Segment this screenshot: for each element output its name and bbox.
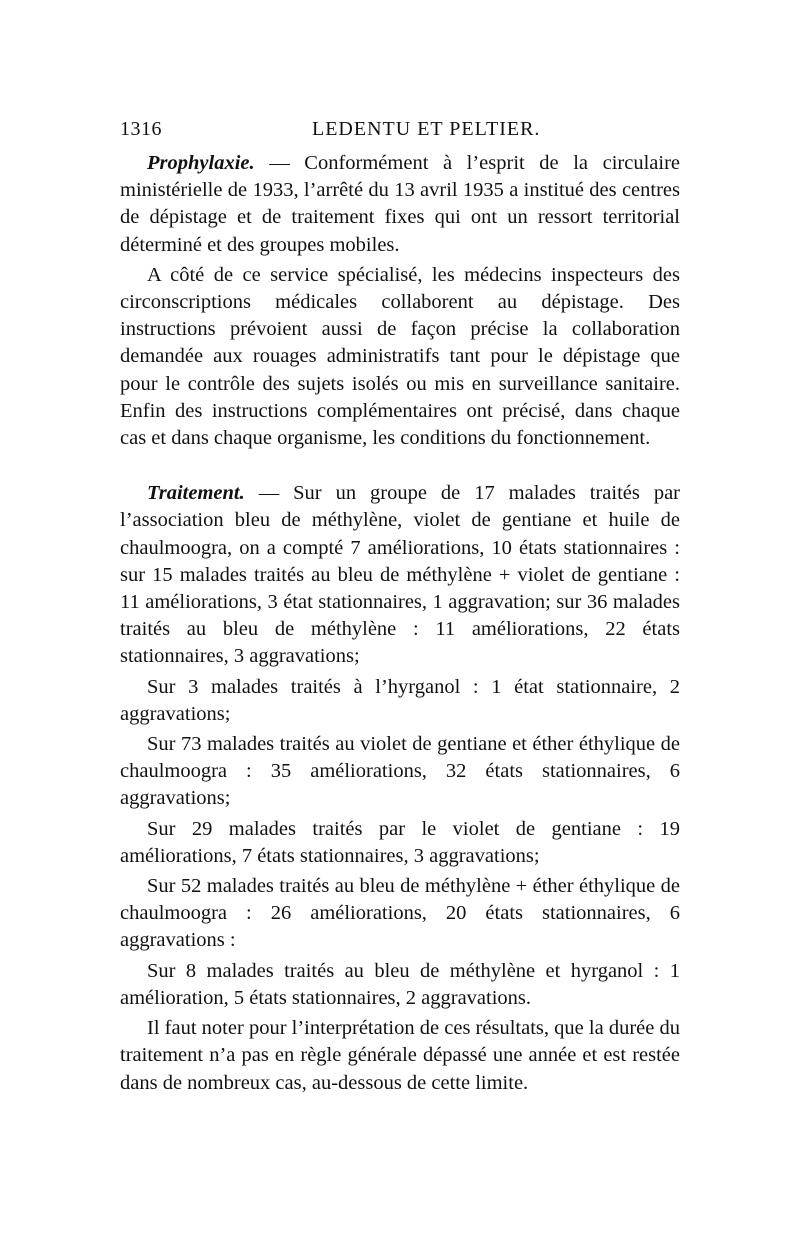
page-header	[120, 118, 680, 148]
paragraph-text: — Conformément à l’esprit de la circulaire ministérielle de 1933, l’arrêté du 13 avril 1935 a institué des centres de dépistage et de traitement fixes qui ont un ressort territorial déterminé et des groupes mobiles.	[120, 152, 680, 256]
paragraph-text: Sur 52 malades traités au bleu de méthylène + éther éthylique de chaulmoogra : 26 améliorations, 20 états stationnaires, 6 aggravations :	[120, 875, 680, 952]
paragraph-hyrganol	[120, 674, 680, 728]
paragraph-conclusion	[120, 1015, 680, 1097]
paragraph-text: Sur 3 malades traités à l’hyrganol : 1 état stationnaire, 2 aggravations;	[120, 675, 680, 725]
paragraph-violet-ether	[120, 731, 680, 813]
paragraph-text: A côté de ce service spécialisé, les médecins inspecteurs des circonscriptions médicales collaborent au dépistage. Des instructions prévoient aussi de façon précise la collaboration demandée aux rouages administratifs tant pour le dépistage que pour le contrôle des sujets isolés ou mis en surveillance sanitaire. Enfin des instructions complémentaires ont précisé, dans chaque cas et dans chaque organisme, les conditions du fonctionnement.	[120, 263, 680, 450]
running-head: LEDENTU ET PELTIER.	[312, 118, 541, 140]
paragraph-bleu-ether	[120, 873, 680, 955]
section-lead-traitement: Traitement.	[147, 482, 245, 505]
paragraph-text: Sur 73 malades traités au violet de gentiane et éther éthylique de chaulmoogra : 35 améliorations, 32 états stationnaires, 6 aggravations;	[120, 733, 680, 810]
paragraph-service	[120, 262, 680, 452]
paragraph-violet	[120, 816, 680, 870]
paragraph-prophylaxie	[120, 150, 680, 259]
paragraph-text: — Sur un groupe de 17 malades traités par l’association bleu de méthylène, violet de gentiane et huile de chaulmoogra, on a compté 7 améliorations, 10 états stationnaires : sur 15 malades traités au bleu de méthylène + violet de gentiane : 11 améliorations, 3 état stationnaires, 1 aggravation; sur 36 malades traités au bleu de méthylène : 11 améliorations, 22 états stationnaires, 3 aggravations;	[120, 482, 680, 668]
paragraph-text: Sur 29 malades traités par le violet de gentiane : 19 améliorations, 7 états stationnaires, 3 aggravations;	[120, 817, 680, 867]
paragraph-text: Sur 8 malades traités au bleu de méthylène et hyrganol : 1 amélioration, 5 états stationnaires, 2 aggravations.	[120, 959, 680, 1009]
paragraph-traitement	[120, 480, 680, 670]
section-lead-prophylaxie: Prophylaxie.	[147, 152, 255, 174]
paragraph-text: Il faut noter pour l’interprétation de ces résultats, que la durée du traitement n’a pas en règle générale dépassé une année et est restée dans de nombreux cas, au-dessous de cette limite.	[120, 1017, 680, 1094]
page-number: 1316	[120, 118, 162, 140]
paragraph-bleu-hyrganol	[120, 958, 680, 1012]
body-text	[120, 150, 680, 1097]
